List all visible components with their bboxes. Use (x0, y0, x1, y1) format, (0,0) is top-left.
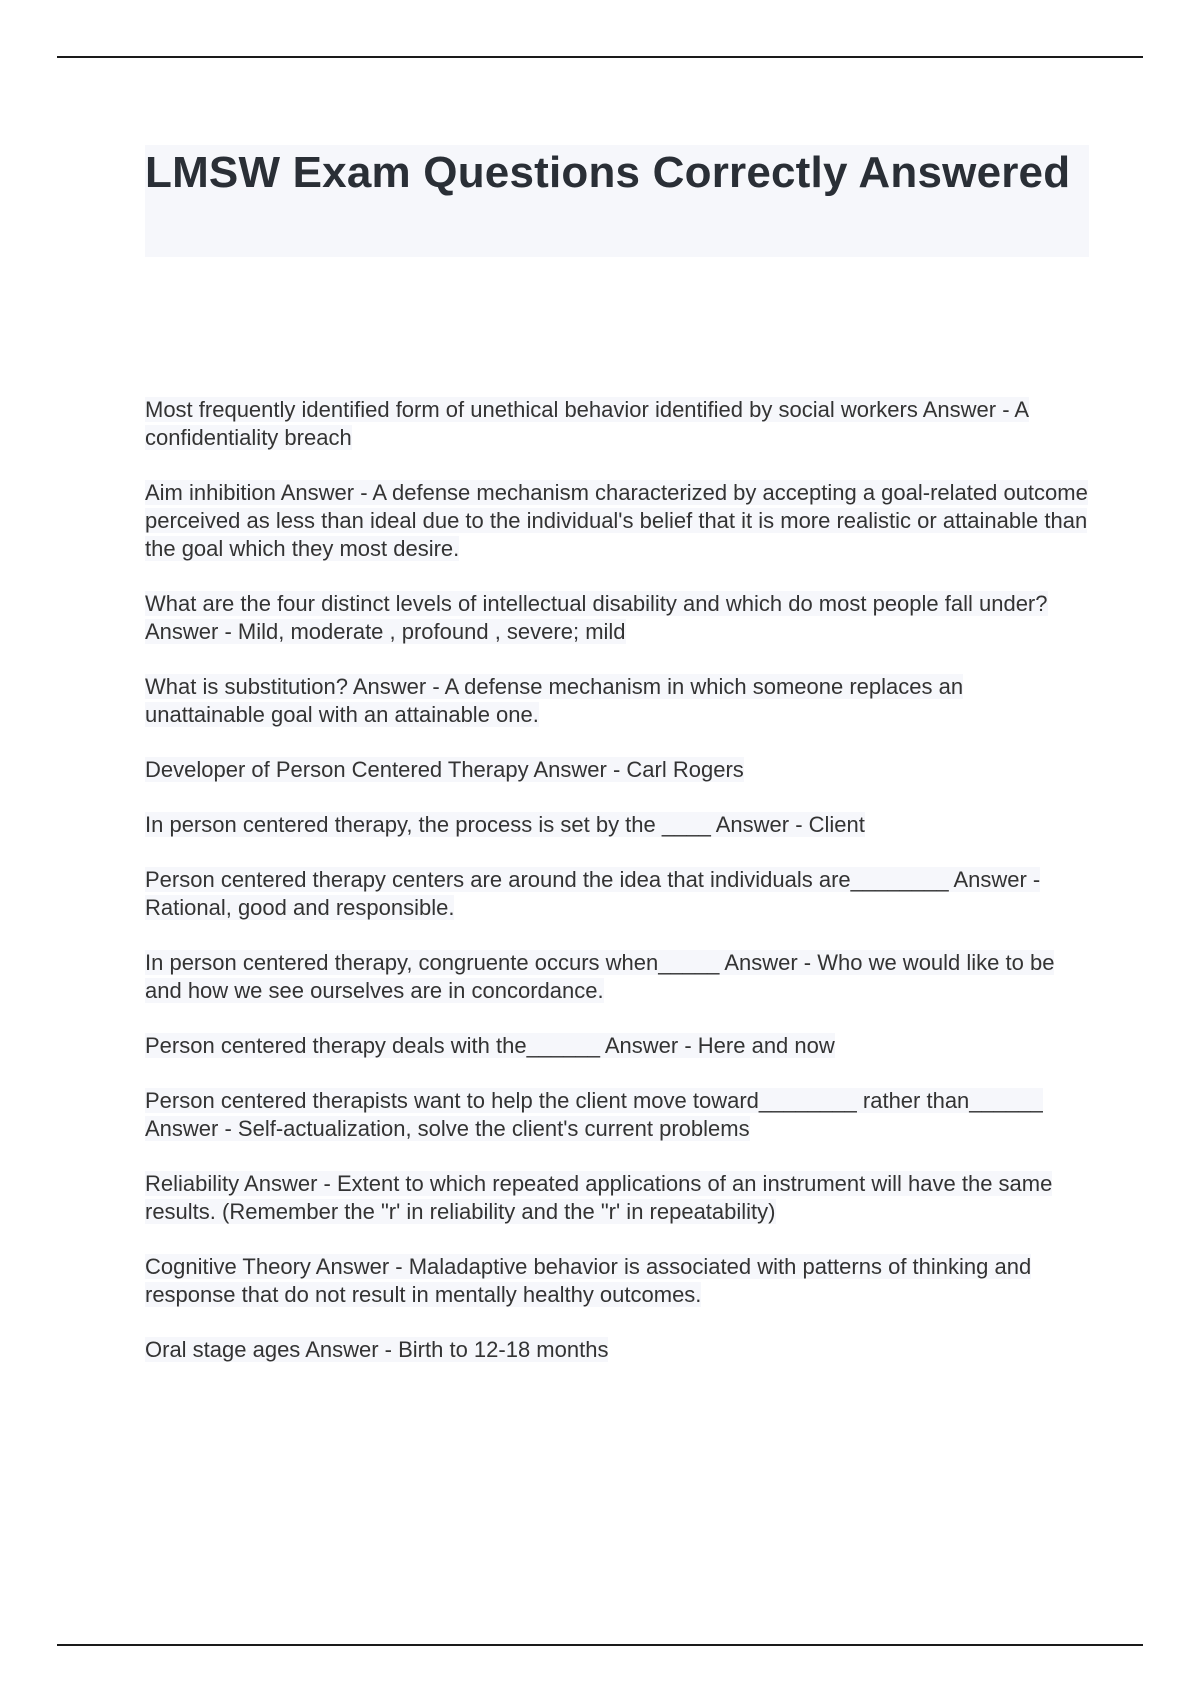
qa-item: Person centered therapy centers are around the idea that individuals are________ Answer - Rational, good and responsible. (145, 867, 1041, 920)
title-block (145, 145, 1089, 257)
qa-list (145, 396, 1089, 1391)
qa-item: In person centered therapy, the process is set by the ____ Answer - Client (145, 812, 865, 837)
qa-item: In person centered therapy, congruente occurs when_____ Answer - Who we would like to be and how we see ourselves are in concordance. (145, 950, 1055, 1003)
qa-item: What is substitution? Answer - A defense mechanism in which someone replaces an unattainable goal with an attainable one. (145, 674, 964, 727)
page-title: LMSW Exam Questions Correctly Answered (145, 148, 1071, 197)
qa-item: Oral stage ages Answer - Birth to 12-18 months (145, 1337, 609, 1362)
qa-item: What are the four distinct levels of intellectual disability and which do most people fall under? Answer - Mild, moderate , profound , severe; mild (145, 591, 1048, 644)
qa-item: Cognitive Theory Answer - Maladaptive behavior is associated with patterns of thinking and response that do not result in mentally healthy outcomes. (145, 1254, 1032, 1307)
qa-item: Reliability Answer - Extent to which repeated applications of an instrument will have the same results. (Remember the "r' in reliability and the "r' in repeatability) (145, 1171, 1053, 1224)
bottom-divider (57, 1644, 1143, 1646)
qa-item: Developer of Person Centered Therapy Answer - Carl Rogers (145, 757, 744, 782)
top-divider (57, 56, 1143, 58)
qa-item: Person centered therapists want to help the client move toward________ rather than______ Answer - Self-actualization, solve the client's current problems (145, 1088, 1043, 1141)
qa-item: Most frequently identified form of unethical behavior identified by social workers Answer - A confidentiality breach (145, 397, 1030, 450)
qa-item: Aim inhibition Answer - A defense mechanism characterized by accepting a goal-related outcome perceived as less than ideal due to the individual's belief that it is more realistic or attainable than the goal which they most desire. (145, 480, 1088, 561)
qa-item: Person centered therapy deals with the______ Answer - Here and now (145, 1033, 835, 1058)
